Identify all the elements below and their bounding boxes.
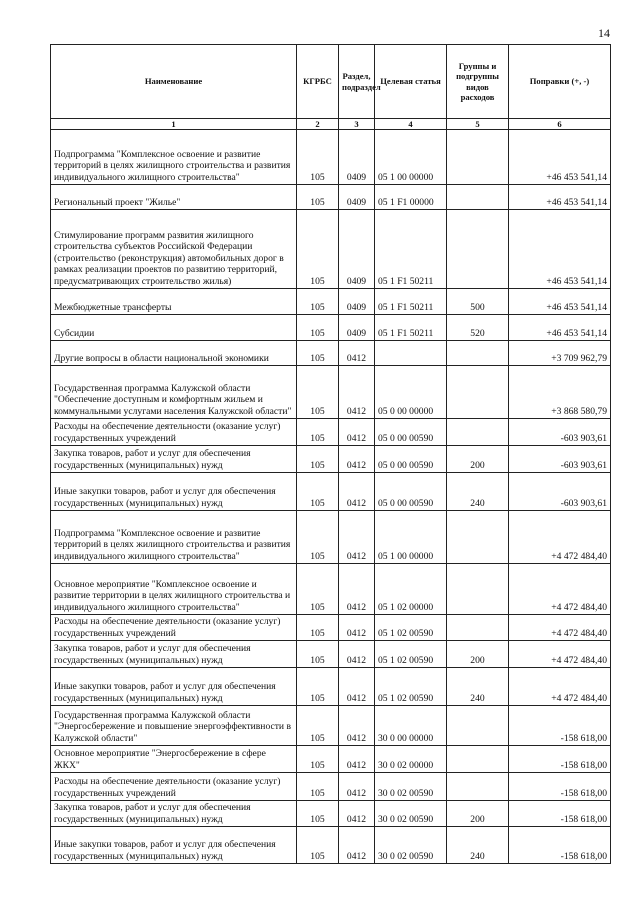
- table-row: [51, 773, 611, 801]
- row-group: 500: [447, 289, 509, 315]
- row-article: [375, 341, 447, 366]
- row-amount: -158 618,00: [509, 706, 611, 746]
- table-row: [51, 668, 611, 706]
- column-number: 2: [297, 119, 339, 130]
- row-group: 240: [447, 668, 509, 706]
- row-name: Межбюджетные трансферты: [51, 289, 297, 315]
- row-name: Другие вопросы в области национальной экономики: [51, 341, 297, 366]
- row-grbs: 105: [297, 130, 339, 185]
- row-section: 0412: [339, 746, 375, 773]
- header-grbs: КГРБС: [297, 45, 339, 119]
- row-section: 0412: [339, 641, 375, 668]
- row-article: 05 1 F1 50211: [375, 315, 447, 341]
- row-group: [447, 615, 509, 641]
- row-amount: +46 453 541,14: [509, 210, 611, 289]
- budget-amendments-table: [50, 44, 611, 864]
- row-name: Региональный проект "Жилье": [51, 185, 297, 210]
- row-article: 05 1 02 00590: [375, 615, 447, 641]
- row-grbs: 105: [297, 289, 339, 315]
- row-grbs: 105: [297, 210, 339, 289]
- table-row: [51, 746, 611, 773]
- table-row: [51, 641, 611, 668]
- row-amount: -603 903,61: [509, 419, 611, 446]
- row-section: 0412: [339, 341, 375, 366]
- row-group: [447, 706, 509, 746]
- row-amount: +46 453 541,14: [509, 289, 611, 315]
- row-amount: -603 903,61: [509, 473, 611, 511]
- row-article: 05 0 00 00000: [375, 366, 447, 419]
- row-amount: +4 472 484,40: [509, 641, 611, 668]
- row-group: 520: [447, 315, 509, 341]
- column-number: 1: [51, 119, 297, 130]
- row-grbs: 105: [297, 746, 339, 773]
- row-grbs: 105: [297, 668, 339, 706]
- row-amount: +3 868 580,79: [509, 366, 611, 419]
- row-article: 05 1 F1 50211: [375, 289, 447, 315]
- column-number: 6: [509, 119, 611, 130]
- row-group: 200: [447, 641, 509, 668]
- row-grbs: 105: [297, 615, 339, 641]
- row-section: 0409: [339, 130, 375, 185]
- row-grbs: 105: [297, 446, 339, 473]
- row-amount: -603 903,61: [509, 446, 611, 473]
- row-name: Закупка товаров, работ и услуг для обеспечения государственных (муниципальных) нужд: [51, 641, 297, 668]
- row-section: 0412: [339, 801, 375, 827]
- row-article: 05 1 02 00000: [375, 564, 447, 615]
- row-name: Иные закупки товаров, работ и услуг для обеспечения государственных (муниципальных) нужд: [51, 473, 297, 511]
- column-number: 5: [447, 119, 509, 130]
- header-name: Наименование: [51, 45, 297, 119]
- table-row: [51, 210, 611, 289]
- row-name: Расходы на обеспечение деятельности (оказание услуг) государственных учреждений: [51, 773, 297, 801]
- row-amount: -158 618,00: [509, 801, 611, 827]
- header-groups: Группы и подгруппы видов расходов: [447, 45, 509, 119]
- row-amount: +4 472 484,40: [509, 668, 611, 706]
- row-section: 0409: [339, 210, 375, 289]
- header-section: Раздел, подраздел: [339, 45, 375, 119]
- row-article: 05 1 F1 00000: [375, 185, 447, 210]
- table-row: [51, 130, 611, 185]
- row-section: 0412: [339, 473, 375, 511]
- table-row: [51, 511, 611, 564]
- row-amount: +46 453 541,14: [509, 185, 611, 210]
- table-row: [51, 801, 611, 827]
- row-article: 05 0 00 00590: [375, 446, 447, 473]
- table-row: [51, 564, 611, 615]
- table-row: [51, 289, 611, 315]
- row-section: 0412: [339, 366, 375, 419]
- row-article: 05 1 00 00000: [375, 511, 447, 564]
- row-amount: +4 472 484,40: [509, 564, 611, 615]
- row-grbs: 105: [297, 473, 339, 511]
- row-group: [447, 419, 509, 446]
- row-section: 0412: [339, 668, 375, 706]
- row-article: 05 0 00 00590: [375, 419, 447, 446]
- row-group: 200: [447, 446, 509, 473]
- row-article: 05 1 02 00590: [375, 641, 447, 668]
- column-number-row: [51, 119, 611, 130]
- row-amount: +46 453 541,14: [509, 130, 611, 185]
- row-group: [447, 130, 509, 185]
- row-group: [447, 564, 509, 615]
- row-article: 05 1 00 00000: [375, 130, 447, 185]
- row-group: [447, 746, 509, 773]
- row-article: 30 0 02 00000: [375, 746, 447, 773]
- column-number: 4: [375, 119, 447, 130]
- row-amount: +46 453 541,14: [509, 315, 611, 341]
- row-grbs: 105: [297, 801, 339, 827]
- row-section: 0412: [339, 773, 375, 801]
- table-row: [51, 473, 611, 511]
- row-grbs: 105: [297, 511, 339, 564]
- row-name: Расходы на обеспечение деятельности (оказание услуг) государственных учреждений: [51, 419, 297, 446]
- row-name: Закупка товаров, работ и услуг для обеспечения государственных (муниципальных) нужд: [51, 446, 297, 473]
- row-amount: -158 618,00: [509, 827, 611, 864]
- row-section: 0409: [339, 315, 375, 341]
- row-section: 0409: [339, 185, 375, 210]
- row-name: Субсидии: [51, 315, 297, 341]
- row-name: Расходы на обеспечение деятельности (оказание услуг) государственных учреждений: [51, 615, 297, 641]
- table-row: [51, 315, 611, 341]
- table-row: [51, 446, 611, 473]
- row-name: Подпрограмма "Комплексное освоение и развитие территорий в целях жилищного строительства и развития индивидуального жилищного строительства": [51, 130, 297, 185]
- row-section: 0412: [339, 827, 375, 864]
- row-name: Закупка товаров, работ и услуг для обеспечения государственных (муниципальных) нужд: [51, 801, 297, 827]
- table-row: [51, 615, 611, 641]
- page-number: 14: [598, 26, 610, 40]
- row-grbs: 105: [297, 366, 339, 419]
- table-row: [51, 185, 611, 210]
- row-grbs: 105: [297, 315, 339, 341]
- row-group: 240: [447, 827, 509, 864]
- row-grbs: 105: [297, 773, 339, 801]
- row-article: 05 1 02 00590: [375, 668, 447, 706]
- row-amount: +4 472 484,40: [509, 615, 611, 641]
- header-amendments: Поправки (+, -): [509, 45, 611, 119]
- row-amount: -158 618,00: [509, 746, 611, 773]
- row-name: Основное мероприятие "Комплексное освоение и развитие территории в целях жилищного строительства и индивидуального жилищного строительства": [51, 564, 297, 615]
- header-row: [51, 45, 611, 119]
- row-name: Иные закупки товаров, работ и услуг для обеспечения государственных (муниципальных) нужд: [51, 668, 297, 706]
- row-group: 240: [447, 473, 509, 511]
- row-article: 30 0 02 00590: [375, 773, 447, 801]
- row-grbs: 105: [297, 827, 339, 864]
- row-section: 0412: [339, 564, 375, 615]
- row-group: [447, 185, 509, 210]
- row-amount: +3 709 962,79: [509, 341, 611, 366]
- row-grbs: 105: [297, 185, 339, 210]
- row-article: 30 0 02 00590: [375, 801, 447, 827]
- row-section: 0409: [339, 289, 375, 315]
- row-group: [447, 341, 509, 366]
- row-group: [447, 210, 509, 289]
- table-row: [51, 341, 611, 366]
- row-section: 0412: [339, 615, 375, 641]
- row-group: [447, 366, 509, 419]
- table-row: [51, 419, 611, 446]
- row-grbs: 105: [297, 706, 339, 746]
- row-section: 0412: [339, 446, 375, 473]
- header-article: Целевая статья: [375, 45, 447, 119]
- row-name: Подпрограмма "Комплексное освоение и развитие территорий в целях жилищного строительства и развития индивидуального жилищного строительства": [51, 511, 297, 564]
- table-row: [51, 366, 611, 419]
- row-group: [447, 773, 509, 801]
- row-name: Государственная программа Калужской области "Обеспечение доступным и комфортным жильем и коммунальными услугами населения Калужской области": [51, 366, 297, 419]
- table-row: [51, 827, 611, 864]
- row-article: 30 0 02 00590: [375, 827, 447, 864]
- row-article: 30 0 00 00000: [375, 706, 447, 746]
- row-name: Стимулирование программ развития жилищного строительства субъектов Российской Федерации (строительство (реконструкция) автомобильных дорог в рамках реализации проектов по развитию территорий, предусматривающих строительство жилья): [51, 210, 297, 289]
- table-row: [51, 706, 611, 746]
- column-number: 3: [339, 119, 375, 130]
- row-article: 05 1 F1 50211: [375, 210, 447, 289]
- row-section: 0412: [339, 511, 375, 564]
- row-grbs: 105: [297, 564, 339, 615]
- row-section: 0412: [339, 419, 375, 446]
- row-grbs: 105: [297, 419, 339, 446]
- row-name: Основное мероприятие "Энергосбережение в сфере ЖКХ": [51, 746, 297, 773]
- row-name: Государственная программа Калужской области "Энергосбережение и повышение энергоэффективности в Калужской области": [51, 706, 297, 746]
- row-article: 05 0 00 00590: [375, 473, 447, 511]
- row-amount: +4 472 484,40: [509, 511, 611, 564]
- row-group: 200: [447, 801, 509, 827]
- row-section: 0412: [339, 706, 375, 746]
- row-amount: -158 618,00: [509, 773, 611, 801]
- row-grbs: 105: [297, 641, 339, 668]
- row-name: Иные закупки товаров, работ и услуг для обеспечения государственных (муниципальных) нужд: [51, 827, 297, 864]
- row-group: [447, 511, 509, 564]
- row-grbs: 105: [297, 341, 339, 366]
